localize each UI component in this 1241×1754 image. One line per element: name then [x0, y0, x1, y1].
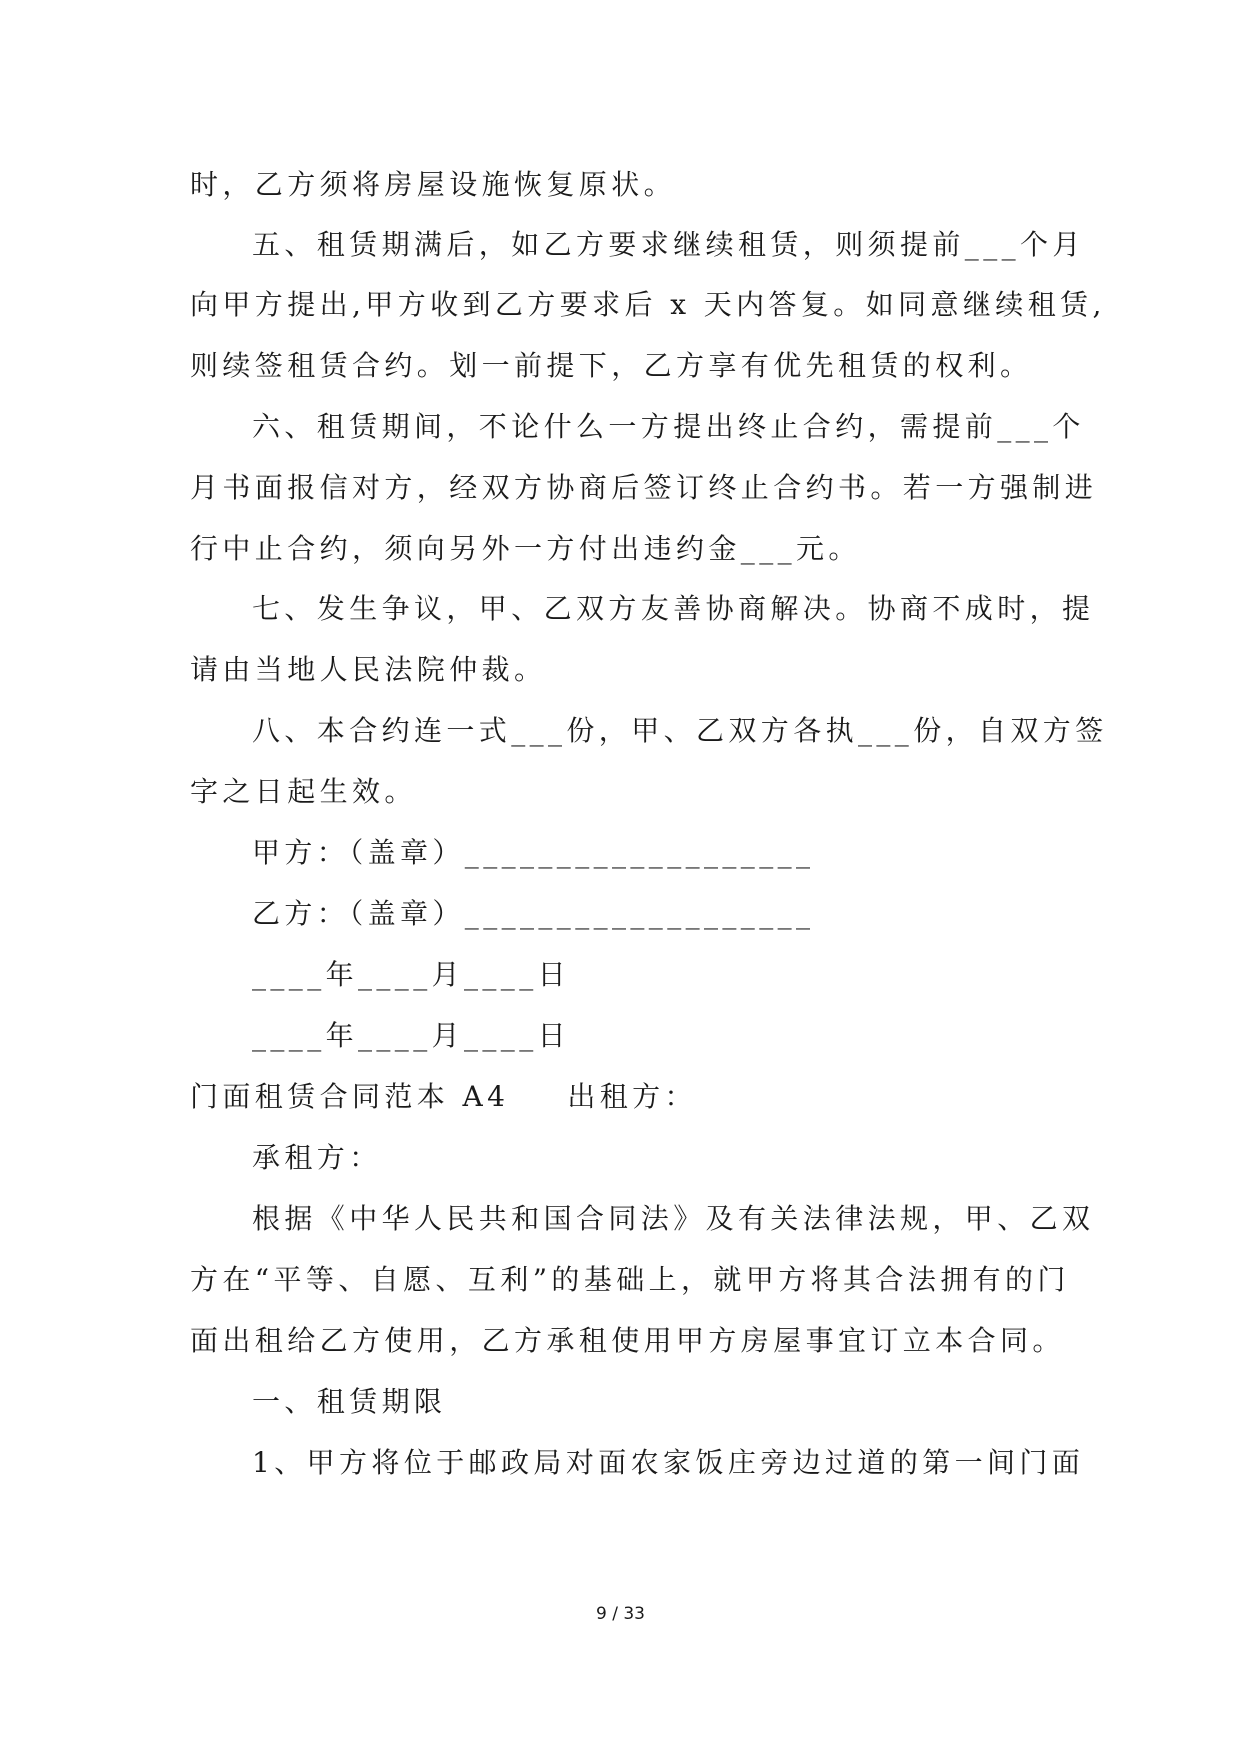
text-line: 向甲方提出,甲方收到乙方要求后 x 天内答复。如同意继续租赁,	[190, 288, 1106, 321]
section-heading: 一、租赁期限	[252, 1385, 447, 1418]
text-line: 七、发生争议，甲、乙双方友善协商解决。协商不成时，提	[252, 592, 1095, 625]
text-line: 1、甲方将位于邮政局对面农家饭庄旁边过道的第一间门面	[252, 1446, 1085, 1479]
date-line: ____年____月____日	[252, 1019, 571, 1052]
lessor-label: 出租方：	[567, 1080, 697, 1113]
text-line: 请由当地人民法院仲裁。	[190, 653, 547, 686]
text-line: 面出租给乙方使用，乙方承租使用甲方房屋事宜订立本合同。	[190, 1324, 1065, 1357]
text-line: 方在“平等、自愿、互利”的基础上，就甲方将其合法拥有的门	[190, 1263, 1070, 1296]
text-line: 月书面报信对方，经双方协商后签订终止合约书。若一方强制进	[190, 471, 1098, 504]
text-line: 时，乙方须将房屋设施恢复原状。	[190, 168, 677, 201]
text-line: 行中止合约，须向另外一方付出违约金___元。	[190, 532, 861, 565]
text-line: 六、租赁期间，不论什么一方提出终止合约，需提前___个	[252, 410, 1085, 443]
text-line: 八、本合约连一式___份，甲、乙双方各执___份，自双方签	[252, 714, 1108, 747]
lessee-label: 承租方：	[252, 1141, 382, 1174]
signature-line-party-b: 乙方：（盖章）___________________	[252, 897, 815, 930]
page-number: 9 / 33	[596, 1604, 645, 1624]
text-line: 字之日起生效。	[190, 775, 417, 808]
text-line: 则续签租赁合约。划一前提下，乙方享有优先租赁的权利。	[190, 349, 1033, 382]
text-line: 根据《中华人民共和国合同法》及有关法律法规，甲、乙双	[252, 1202, 1095, 1235]
document-title: 门面租赁合同范本 A4	[190, 1080, 510, 1113]
signature-line-party-a: 甲方：（盖章）___________________	[252, 836, 815, 869]
text-line: 五、租赁期满后，如乙方要求继续租赁，则须提前___个月	[252, 228, 1085, 261]
date-line: ____年____月____日	[252, 958, 571, 991]
document-title-row	[190, 1077, 1052, 1117]
